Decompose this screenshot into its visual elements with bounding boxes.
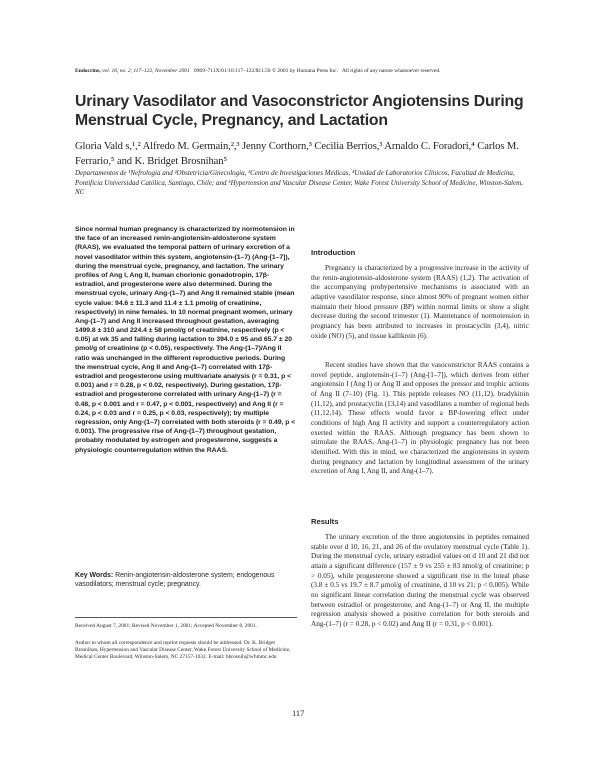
footnote-divider [75, 617, 297, 618]
abstract: Since normal human pregnancy is characterized by normotension in the face of an increased renin-angiotensin-aldosterone system (RAAS), we evaluated the temporal pattern of urinary excretion of a novel vasodilator within this system, angiotensin-(1–7) (Ang-[1–7]), during the menstrual cycle, pregnancy, and lactation. The urinary profiles of Ang I, Ang II, human chorionic gonadotropin, 17β-estradiol, and progesterone were also determined. During the menstrual cycle, urinary Ang-(1–7) and Ang II remained stable (mean cycle value: 94.6 ± 11.3 and 11.4 ± 1.1 pmol/g of creatinine, respectively) in nine females. In 10 normal pregnant women, urinary Ang-(1–7) and Ang II increased throughout gestation, averaging 1499.8 ± 310 and 224.4 ± 58 pmol/g of creatinine, respectively (p < 0.05) at wk 35 and falling during lactation to 394.0 ± 95 and 65.7 ± 20 pmol/g of creatinine (p < 0.05), respectively. The Ang-(1–7)/Ang II ratio was unchanged in the different reproductive periods. During the menstrual cycle, Ang II and Ang-(1–7) correlated with 17β-estradiol and progesterone using multivariate analysis (r = 0.31, p < 0.001) and r = 0.28, p < 0.02, respectively). During gestation, 17β-estradiol and progesterone correlated with urinary Ang-(1–7) (r = 0.48, p < 0.001 and r = 0.47, p < 0.001, respectively) and Ang II (r = 0.24, p < 0.03 and r = 0.25, p < 0.03, respectively); by multiple regression, only Ang-(1–7) correlated with both steroids (r = 0.49, p < 0.001). The progressive rise of Ang-(1–7) throughout gestation, probably modulated by estrogen and progesterone, suggests a physiologic counterregulation within the RAAS. [75, 226, 296, 454]
introduction-heading: Introduction [311, 248, 356, 257]
results-paragraph-1: The urinary excretion of the three angiotensins in peptides remained stable over d 10, 16, 21, and 26 of the ovulatory menstrual cycle (Table 1). During the menstrual cycle, urinary estradiol values on d 10 and 21 did not attain a significant difference (157 ± 9 vs 255 ± 83 nmol/g of creatinine; p > 0.05), while progesterone showed a significant rise in the luteal phase (3.8 ± 0.5 vs 19.7 ± 8.7 μmol/g of creatinine, d 10 vs 21; p < 0.005). While no significant linear correlation during the menstrual cycle was observed between estradiol or progesterone, and Ang-(1–7) or Ang II, the multiple regression analysis showed a positive correlation for both steroids and Ang-(1–7) (r = 0.28, p < 0.02) and Ang II (r = 0.31, p < 0.001). [311, 533, 529, 628]
correspondence-note: Author to whom all correspondence and reprint requests should be addressed: Dr. K. Bridget Brosnihan, Hypertension and Vascular Disease Center, Wake Forest University School of Medicine, Medical Center Boulevard, Winston-Salem, NC 27157-1032. E-mail: bbrosnih@wfubmc.edu [75, 640, 291, 660]
results-heading: Results [311, 517, 339, 526]
journal-header [75, 68, 527, 75]
journal-name: Endocrine, [75, 68, 101, 74]
page-number: 117 [292, 708, 305, 718]
article-title: Urinary Vasodilator and Vasoconstrictor Angiotensins During Menstrual Cycle, Pregnancy, and Lactation [75, 93, 524, 129]
journal-citation: vol. 16, no. 2, 117–122, November 2001 [102, 68, 190, 74]
introduction-paragraph-2: Recent studies have shown that the vasoconstrictor RAAS contains a novel peptide, angiotensin-(1–7) (Ang-[1–7]), which derives from either angiotensin I (Ang I) or Ang II and opposes the pressor and trophic actions of Ang II (7–10) (Fig. 1). This peptide releases NO (11,12), bradykinin (11,12), and prostacyclin (13,14) and vasodilates a number of regional beds (11,12,14). These effects would favor a BP-lowering effect under conditions of high Ang II activity and support a counterregulatory action exerted within the RAAS. Although pregnancy has been shown to stimulate the RAAS, Ang-(1–7) in physiologic pregnancy has not been identified. With this in mind, we characterized the angiotensins in system during pregnancy and lactation by longitudinal assessment of the urinary excretion of Ang I, Ang II, and Ang-(1–7). [311, 361, 529, 476]
keywords [75, 571, 297, 589]
journal-rights: All rights of any nature whatsoever reserved. [341, 68, 441, 74]
introduction-paragraph-1: Pregnancy is characterized by a progressive increase in the activity of the renin-angiotensin-aldosterone system (RAAS) (1,2). The activation of the accompanying prohypertensive mechanisms is associated with an adaptive vasodilator response, since almost 90% of pregnant women either maintain their blood pressure (BP) within normal limits or show a slight decrease during the second trimester (1). Maintenance of normotension in pregnancy has been attributed to increases in prostacyclin (3,4), nitric oxide (NO) (5), and tissue kallikrein (6). [311, 264, 529, 340]
author-affiliations: Departamentos de ¹Nefrología and ²Obstetricia/Ginecología, ³Centro de Investigaciones Médicas, ⁴Unidad de Laboratorios Clínicos, Facultad de Medicina, Pontificia Universidad Católica, Santiago, Chile; and ⁵Hypertension and Vascular Disease Center, Wake Forest University School of Medicine, Winston-Salem, NC [75, 169, 523, 196]
journal-codes: 0969–711X/01/16:117–122/$11.50 © 2001 by Humana Press Inc. [193, 68, 338, 74]
received-dates: Received August 7, 2001; Revised November 1, 2001; Accepted November 8, 2001. [75, 623, 257, 629]
keywords-text: Renin-angiotensin-aldosterone system; endogenous vasodilators; menstrual cycle; pregnancy. [75, 572, 275, 589]
author-list: Gloria Vald s,¹,² Alfredo M. Germain,²,³ Jenny Corthorn,³ Cecilia Berrios,³ Arnaldo C. Foradori,⁴ Carlos M. Ferrario,⁵ and K. Bridget Brosnihan⁵ [75, 141, 519, 167]
keywords-label: Key Words: [75, 572, 114, 579]
